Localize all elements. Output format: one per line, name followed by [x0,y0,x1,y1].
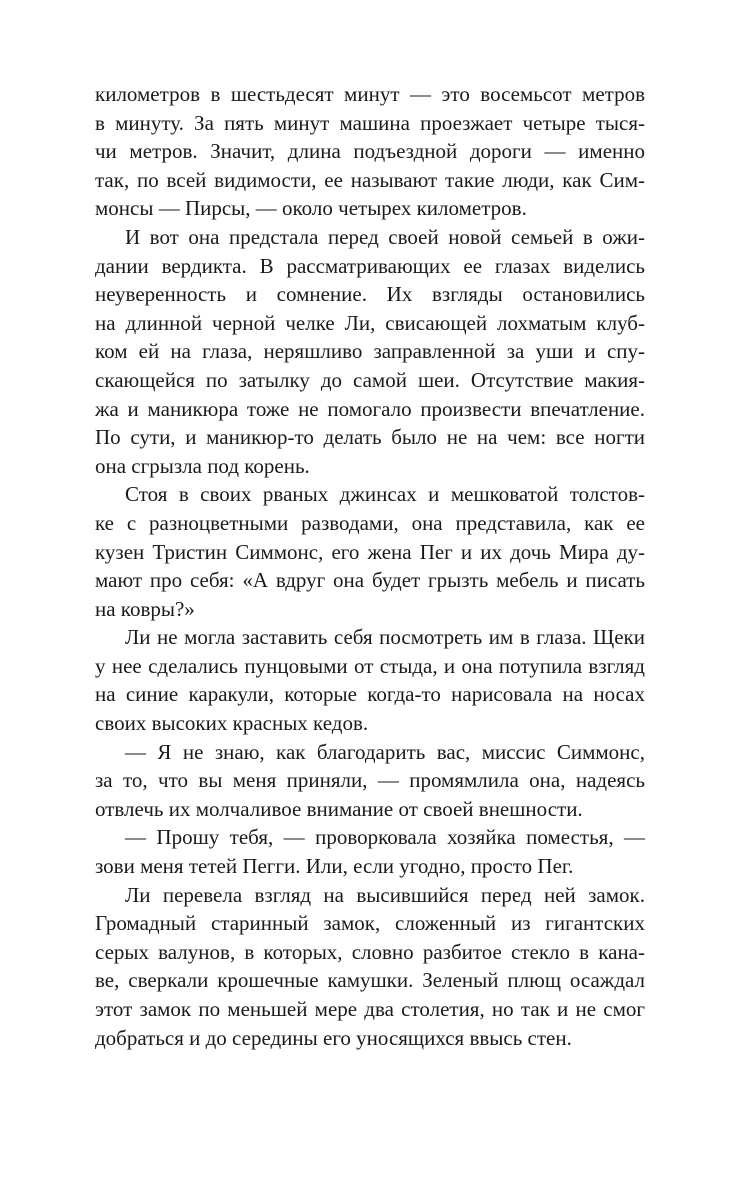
text-line: так, по всей видимости, ее называют такие люди, как Сим- [95,167,645,192]
paragraph-6 [95,823,645,880]
text-line: — Прошу тебя, — проворковала хозяйка поместья, — [125,825,645,850]
text-line: По сути, и маникюр-то делать было не на чем: все ногти [95,425,645,450]
text-line: Ли перевела взгляд на высившийся перед ней замок. [125,882,645,907]
paragraph-1 [95,80,645,223]
text-line: И вот она предстала перед своей новой семьей в ожи- [125,224,645,249]
text-line: Стоя в своих рваных джинсах и мешковатой толстов- [125,482,645,507]
text-line: — Я не знаю, как благодарить вас, миссис Симмонс, [125,739,645,764]
text-line: своих высоких красных кедов. [95,711,369,736]
text-line: ке с разноцветными разводами, она представила, как ее [95,510,645,535]
text-line: у нее сделались пунцовыми от стыда, и она потупила взгляд [95,653,645,678]
text-line: неуверенность и сомнение. Их взгляды остановились [95,282,645,307]
paragraph-7 [95,881,645,1053]
text-line: чи метров. Значит, длина подъездной дороги — именно [95,139,645,164]
text-line: дании вердикта. В рассматривающих ее глазах виделись [95,253,645,278]
text-line: ком ей на глаза, неряшливо заправленной за уши и спу- [95,339,645,364]
paragraph-4 [95,623,645,737]
text-line: зови меня тетей Пегги. Или, если угодно, просто Пег. [95,854,574,879]
text-line: Ли не могла заставить себя посмотреть им в глаза. Щеки [125,625,645,650]
text-line: Громадный старинный замок, сложенный из гигантских [95,911,645,936]
paragraph-5 [95,738,645,824]
text-line: на длинной черной челке Ли, свисающей лохматым клуб- [95,310,645,335]
text-line: ве, сверкали крошечные камушки. Зеленый плющ осаждал [95,968,645,993]
text-line: кузен Тристин Симмонс, его жена Пег и их дочь Мира ду- [95,539,645,564]
text-line: мают про себя: «А вдруг она будет грызть мебель и писать [95,568,645,593]
text-line: отвлечь их молчаливое внимание от своей внешности. [95,796,583,821]
text-line: скающейся по затылку до самой шеи. Отсутствие макия- [95,367,645,392]
paragraph-2 [95,223,645,480]
text-line: на ковры?» [95,596,195,621]
text-line: этот замок по меньшей мере два столетия, но так и не смог [95,997,645,1021]
text-line: на синие каракули, которые когда-то нарисовала на носах [95,682,645,707]
text-line: серых валунов, в которых, словно разбитое стекло в кана- [95,939,645,964]
text-line: в минуту. За пять минут машина проезжает четыре тыся- [95,110,645,135]
text-line: добраться и до середины его уносящихся ввысь стен. [95,1025,572,1050]
text-line: монсы — Пирсы, — около четырех километров. [95,196,527,221]
text-line: километров в шестьдесят минут — это восемьсот метров [95,82,645,106]
text-line: жа и маникюра тоже не помогало произвести впечатление. [95,396,645,421]
text-line: она сгрызла под корень. [95,453,310,478]
body-text [95,80,645,1052]
paragraph-3 [95,480,645,623]
text-line: за то, что вы меня приняли, — промямлила она, надеясь [95,768,645,793]
